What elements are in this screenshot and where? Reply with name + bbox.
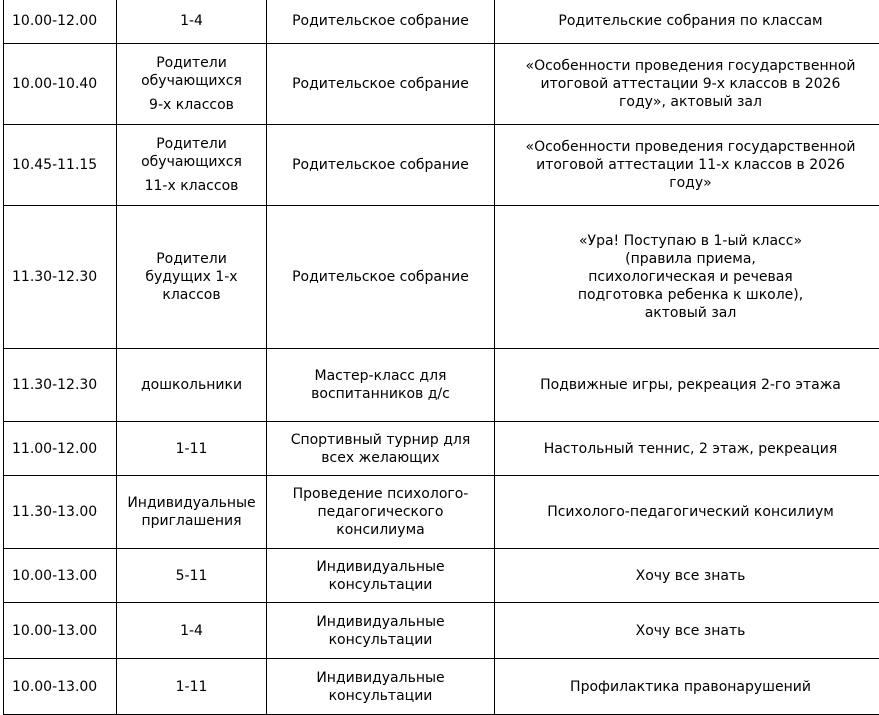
activity-cell: Родительское собрание [267, 44, 495, 125]
description-cell: Психолого-педагогический консилиум [495, 476, 879, 549]
participants-cell: Родители обучающихся 11-х классов [117, 125, 267, 206]
time-cell: 11.30-13.00 [4, 476, 117, 549]
description-cell: Хочу все знать [495, 549, 879, 603]
activity-cell: Мастер-класс для воспитанников д/с [267, 349, 495, 422]
participants-cell: 1-11 [117, 422, 267, 476]
time-cell: 10.00-12.00 [4, 0, 117, 44]
participants-cell: 1-4 [117, 603, 267, 659]
activity-cell: Проведение психолого- педагогического консилиума [267, 476, 495, 549]
participants-cell: Индивидуальные приглашения [117, 476, 267, 549]
description-cell: «Ура! Поступаю в 1-ый класс» (правила приема, психологическая и речевая подготовка ребенка к школе), актовый зал [495, 206, 879, 349]
table-row [4, 549, 879, 603]
table-row [4, 44, 879, 125]
description-cell: Родительские собрания по классам [495, 0, 879, 44]
description-cell: Настольный теннис, 2 этаж, рекреация [495, 422, 879, 476]
table-row [4, 206, 879, 349]
time-cell: 10.00-10.40 [4, 44, 117, 125]
time-cell: 11.30-12.30 [4, 206, 117, 349]
time-cell: 10.00-13.00 [4, 549, 117, 603]
participants-cell: 1-11 [117, 659, 267, 715]
activity-cell: Родительское собрание [267, 125, 495, 206]
time-cell: 10.00-13.00 [4, 603, 117, 659]
table-row [4, 603, 879, 659]
activity-cell: Индивидуальные консультации [267, 549, 495, 603]
time-cell: 10.00-13.00 [4, 659, 117, 715]
time-cell: 11.00-12.00 [4, 422, 117, 476]
description-cell: «Особенности проведения государственной итоговой аттестации 9-х классов в 2026 году», актовый зал [495, 44, 879, 125]
table-row [4, 0, 879, 44]
table-row [4, 476, 879, 549]
table-row [4, 422, 879, 476]
time-cell: 11.30-12.30 [4, 349, 117, 422]
activity-cell: Родительское собрание [267, 206, 495, 349]
table-row [4, 659, 879, 715]
participants-cell: Родители обучающихся 9-х классов [117, 44, 267, 125]
table-row [4, 349, 879, 422]
schedule-table [3, 0, 879, 715]
activity-cell: Индивидуальные консультации [267, 659, 495, 715]
participants-cell: Родители будущих 1-х классов [117, 206, 267, 349]
activity-cell: Спортивный турнир для всех желающих [267, 422, 495, 476]
table-row [4, 125, 879, 206]
activity-cell: Индивидуальные консультации [267, 603, 495, 659]
activity-cell: Родительское собрание [267, 0, 495, 44]
participants-cell: дошкольники [117, 349, 267, 422]
participants-cell: 5-11 [117, 549, 267, 603]
description-cell: Профилактика правонарушений [495, 659, 879, 715]
description-cell: Хочу все знать [495, 603, 879, 659]
participants-cell: 1-4 [117, 0, 267, 44]
time-cell: 10.45-11.15 [4, 125, 117, 206]
description-cell: «Особенности проведения государственной итоговой аттестации 11-х классов в 2026 году» [495, 125, 879, 206]
description-cell: Подвижные игры, рекреация 2-го этажа [495, 349, 879, 422]
